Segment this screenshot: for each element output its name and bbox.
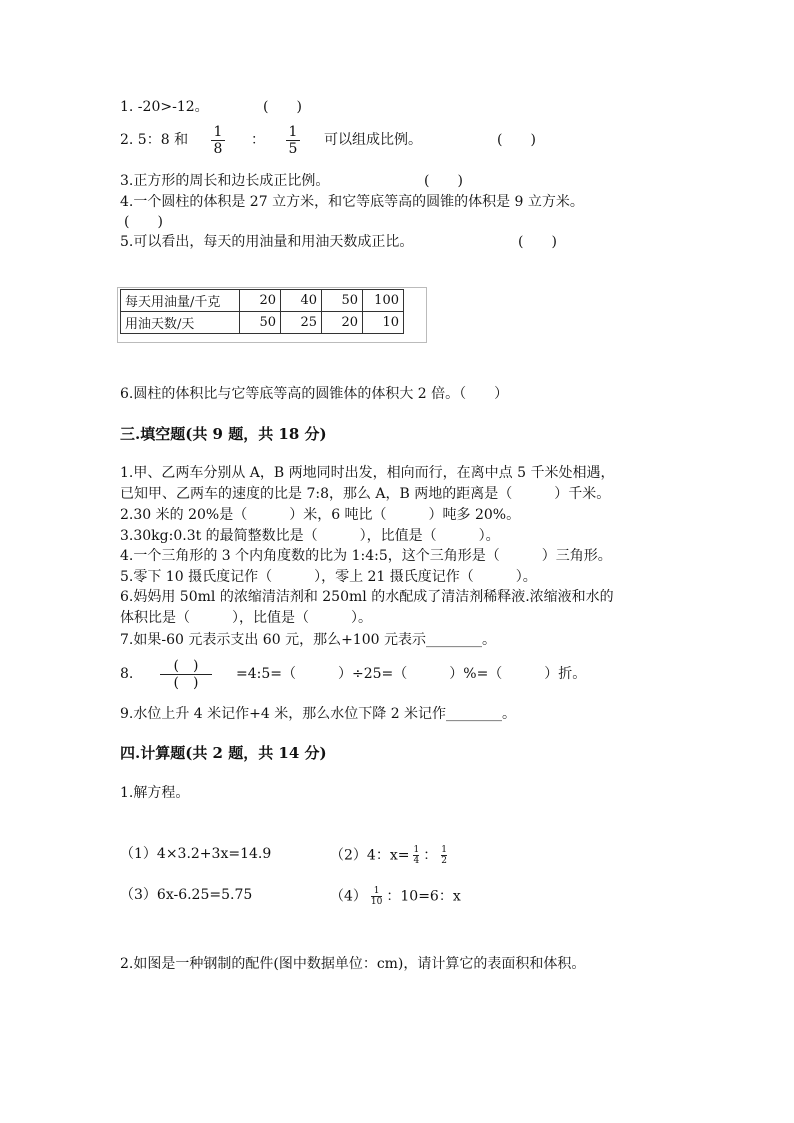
- equation-4-fraction: [371, 886, 382, 907]
- calc-q1-title: 1.解方程。: [120, 785, 190, 801]
- judge-q4-answer-paren[interactable]: ( ): [124, 214, 163, 230]
- judge-q5-text: 5.可以看出，每天的用油量和用油天数成正比。: [120, 234, 414, 250]
- equation-2-fraction-1: [413, 845, 419, 866]
- fraction-numerator: 1: [213, 124, 223, 140]
- table-cell: 20: [240, 290, 281, 312]
- section4-heading: 四.计算题(共 2 题，共 14 分): [120, 744, 327, 762]
- judge-q5-answer-paren[interactable]: ( ): [518, 234, 557, 250]
- table-cell: 50: [322, 290, 363, 312]
- section3-heading: 三.填空题(共 9 题，共 18 分): [120, 425, 327, 443]
- judge-q3-answer-paren[interactable]: ( ): [424, 173, 463, 189]
- judge-q2-text: 2. 5：8 和: [120, 132, 189, 148]
- fraction-numerator-blank[interactable]: ( ): [173, 658, 199, 674]
- fraction-denominator: 10: [370, 897, 383, 907]
- table-cell: 40: [281, 290, 322, 312]
- fill-q7: 7.如果-60 元表示支出 60 元，那么+100 元表示________。: [120, 632, 496, 648]
- fill-q8-number: 8.: [120, 666, 134, 682]
- judge-q6-text: 6.圆柱的体积比与它等底等高的圆锥体的体积大 2 倍。（ ）: [120, 386, 509, 402]
- table-cell: 25: [281, 312, 322, 334]
- judge-q1-answer-paren[interactable]: ( ): [263, 99, 302, 115]
- fill-q6-line2: 体积比是（ ），比值是（ ）。: [120, 610, 372, 626]
- fraction-denominator: 4: [413, 856, 420, 866]
- table-row-label: 用油天数/天: [121, 312, 240, 334]
- judge-q2-colon: ：: [251, 132, 265, 148]
- table-cell: 50: [240, 312, 281, 334]
- fraction-denominator: 2: [441, 856, 447, 866]
- equation-2-colon: ：: [423, 847, 438, 864]
- judge-q4-text: 4.一个圆柱的体积是 27 立方米，和它等底等高的圆锥的体积是 9 立方米。: [120, 194, 584, 210]
- judge-q1-text: 1. -20>-12。: [120, 99, 209, 115]
- fill-q6-line1: 6.妈妈用 50ml 的浓缩清洁剂和 250ml 的水配成了清洁剂稀释液.浓缩液和水的: [120, 589, 614, 605]
- equation-4-suffix: ：10=6：x: [386, 888, 461, 905]
- judge-q2-fraction-1: [211, 124, 225, 157]
- table-cell: 20: [322, 312, 363, 334]
- judge-q2-answer-paren[interactable]: ( ): [497, 132, 536, 148]
- table-row: [121, 312, 404, 334]
- oil-usage-table: [120, 289, 404, 334]
- fraction-numerator: 1: [441, 845, 447, 855]
- fraction-numerator: 1: [373, 886, 380, 896]
- fill-q2: 2.30 米的 20%是（ ）米，6 吨比（ ）吨多 20%。: [120, 507, 521, 523]
- fraction-denominator: 8: [211, 140, 225, 157]
- equation-4-prefix: （4）: [330, 888, 367, 905]
- fill-q3: 3.30kg:0.3t 的最简整数比是（ ），比值是（ ）。: [120, 528, 500, 544]
- judge-q2-fraction-2: [286, 124, 300, 157]
- fill-q8-rest: =4:5=（ ）÷25=（ ）%=（ ）折。: [236, 666, 587, 682]
- fill-q1-line1: 1.甲、乙两车分别从 A，B 两地同时出发，相向而行，在离中点 5 千米处相遇，: [120, 465, 615, 481]
- equation-3: （3）6x-6.25=5.75: [120, 887, 253, 903]
- fill-q5: 5.零下 10 摄氏度记作（ ），零上 21 摄氏度记作（ ）。: [120, 569, 537, 585]
- table-cell: 10: [363, 312, 404, 334]
- fill-q4: 4.一个三角形的 3 个内角度数的比为 1:4:5，这个三角形是（ ）三角形。: [120, 548, 612, 564]
- table-cell: 100: [363, 290, 404, 312]
- fraction-numerator: 1: [413, 845, 420, 855]
- fraction-numerator: 1: [288, 124, 298, 140]
- fraction-denominator: 5: [286, 140, 300, 157]
- equation-4: [330, 886, 461, 907]
- equation-2: [330, 845, 451, 866]
- table-row-label: 每天用油量/千克: [121, 290, 240, 312]
- equation-1: （1）4×3.2+3x=14.9: [120, 846, 272, 862]
- fraction-denominator-blank[interactable]: ( ): [160, 674, 212, 691]
- equation-2-fraction-2: [441, 845, 447, 866]
- judge-q3-text: 3.正方形的周长和边长成正比例。: [120, 173, 330, 189]
- fill-q9: 9.水位上升 4 米记作+4 米，那么水位下降 2 米记作________。: [120, 706, 517, 722]
- calc-q2: 2.如图是一种钢制的配件(图中数据单位：cm)，请计算它的表面积和体积。: [120, 956, 586, 972]
- equation-2-prefix: （2）4：x=: [330, 847, 410, 864]
- judge-q2-suffix: 可以组成比例。: [324, 132, 422, 148]
- fill-q8-fraction: [160, 658, 212, 691]
- table-row: [121, 290, 404, 312]
- fill-q1-line2: 已知甲、乙两车的速度的比是 7:8，那么 A，B 两地的距离是（ ）千米。: [120, 486, 611, 502]
